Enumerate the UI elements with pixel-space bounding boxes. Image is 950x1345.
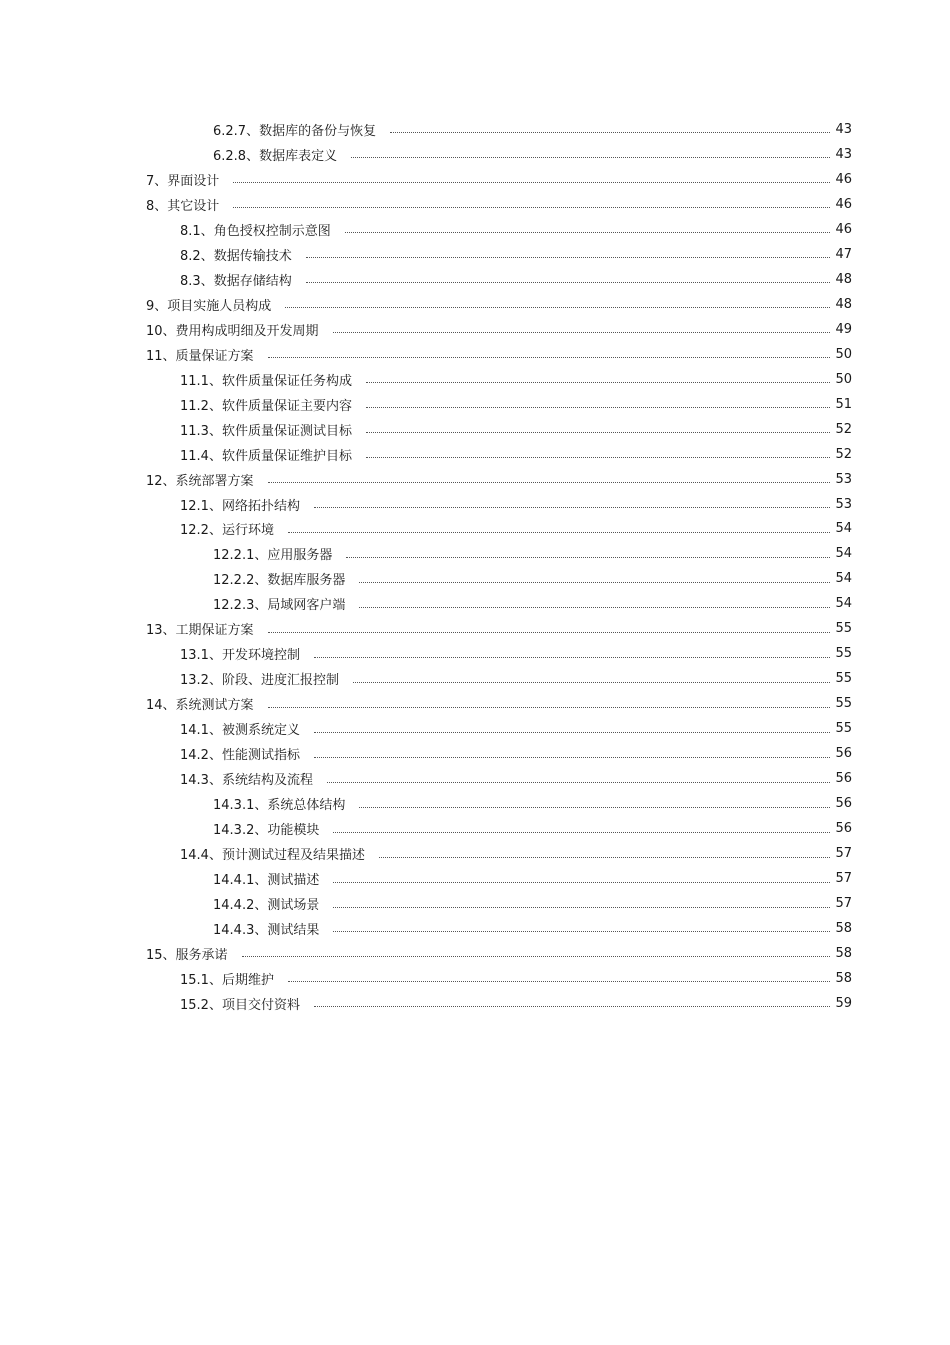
toc-dot-leader: [359, 794, 830, 808]
toc-entry-page-number: 52: [835, 421, 852, 437]
toc-entry-page-number: 50: [835, 346, 852, 362]
toc-entry-title: 性能测试指标: [221, 748, 300, 764]
toc-entry-number: 13.2、: [180, 673, 222, 689]
toc-entry-number: 14.4.1、: [213, 873, 268, 889]
toc-entry[interactable]: [0, 741, 950, 766]
toc-entry-title: 软件质量保证维护目标: [221, 448, 352, 464]
toc-entry-page-number: 58: [835, 920, 852, 936]
toc-entry[interactable]: [0, 292, 950, 317]
toc-dot-leader: [345, 219, 830, 233]
toc-entry[interactable]: [0, 641, 950, 666]
toc-entry-number: 8.2、: [180, 248, 214, 264]
toc-entry[interactable]: [0, 417, 950, 442]
toc-entry-number: 13、: [146, 623, 176, 639]
toc-entry[interactable]: [0, 317, 950, 342]
toc-entry-number: 15.1、: [180, 972, 222, 988]
toc-entry-page-number: 48: [835, 271, 852, 287]
toc-entry-number: 12.1、: [180, 498, 222, 514]
toc-entry-number: 14.4.3、: [213, 922, 268, 938]
toc-dot-leader: [379, 844, 830, 858]
toc-entry-number: 15.2、: [180, 997, 222, 1013]
toc-entry-number: 13.1、: [180, 648, 222, 664]
toc-entry-title: 服务承诺: [175, 947, 228, 963]
toc-entry-number: 11、: [146, 348, 176, 364]
toc-entry-page-number: 55: [835, 721, 852, 737]
toc-entry[interactable]: [0, 841, 950, 866]
toc-entry-title: 项目实施人员构成: [167, 298, 272, 314]
toc-entry[interactable]: [0, 242, 950, 267]
toc-entry[interactable]: [0, 142, 950, 167]
toc-entry-number: 6.2.7、: [213, 123, 260, 139]
toc-entry-number: 14.3.1、: [213, 798, 268, 814]
toc-entry[interactable]: [0, 267, 950, 292]
toc-entry[interactable]: [0, 566, 950, 591]
toc-entry-number: 8、: [146, 198, 168, 214]
toc-entry-title: 质量保证方案: [175, 348, 254, 364]
toc-entry-number: 12.2.1、: [213, 548, 268, 564]
toc-entry[interactable]: [0, 217, 950, 242]
toc-dot-leader: [306, 244, 830, 258]
toc-entry-number: 12.2、: [180, 523, 222, 539]
toc-dot-leader: [314, 644, 830, 658]
table-of-contents: [0, 117, 950, 1016]
toc-entry[interactable]: [0, 991, 950, 1016]
toc-entry-title: 测试结果: [267, 922, 320, 938]
toc-entry-number: 15、: [146, 947, 176, 963]
toc-entry[interactable]: [0, 666, 950, 691]
toc-entry-number: 14.1、: [180, 723, 222, 739]
toc-entry-page-number: 57: [835, 871, 852, 887]
toc-dot-leader: [366, 419, 830, 433]
toc-entry-title: 阶段、进度汇报控制: [221, 673, 339, 689]
toc-dot-leader: [268, 619, 830, 633]
toc-entry-number: 12、: [146, 473, 176, 489]
toc-dot-leader: [366, 369, 830, 383]
toc-entry-number: 14.2、: [180, 748, 222, 764]
toc-dot-leader: [242, 943, 830, 957]
toc-entry-page-number: 54: [835, 571, 852, 587]
toc-entry[interactable]: [0, 616, 950, 641]
toc-entry[interactable]: [0, 517, 950, 542]
toc-entry-title: 费用构成明细及开发周期: [175, 323, 319, 339]
toc-entry[interactable]: [0, 167, 950, 192]
toc-entry-number: 11.3、: [180, 423, 222, 439]
toc-entry-page-number: 55: [835, 646, 852, 662]
toc-entry-title: 系统结构及流程: [221, 773, 313, 789]
toc-entry-page-number: 56: [835, 771, 852, 787]
toc-dot-leader: [268, 344, 830, 358]
toc-entry[interactable]: [0, 691, 950, 716]
toc-entry-title: 系统测试方案: [175, 698, 254, 714]
toc-entry-page-number: 47: [835, 246, 852, 262]
toc-entry-title: 数据库表定义: [259, 148, 338, 164]
toc-dot-leader: [233, 169, 830, 183]
toc-entry-title: 应用服务器: [267, 548, 333, 564]
toc-dot-leader: [333, 869, 830, 883]
toc-entry[interactable]: [0, 492, 950, 517]
toc-dot-leader: [314, 744, 830, 758]
toc-dot-leader: [314, 494, 830, 508]
toc-dot-leader: [288, 968, 830, 982]
toc-entry-title: 功能模块: [267, 823, 320, 839]
toc-entry-page-number: 56: [835, 746, 852, 762]
toc-entry-number: 14.4、: [180, 848, 222, 864]
toc-entry-title: 软件质量保证测试目标: [221, 423, 352, 439]
toc-entry-title: 项目交付资料: [221, 997, 300, 1013]
toc-entry-number: 12.2.2、: [213, 573, 268, 589]
toc-dot-leader: [285, 294, 830, 308]
toc-entry-title: 角色授权控制示意图: [213, 223, 331, 239]
toc-entry[interactable]: [0, 117, 950, 142]
toc-entry[interactable]: [0, 367, 950, 392]
toc-dot-leader: [333, 918, 830, 932]
toc-entry-page-number: 43: [835, 146, 852, 162]
toc-entry-page-number: 54: [835, 546, 852, 562]
toc-entry-title: 测试描述: [267, 873, 320, 889]
toc-entry-page-number: 59: [835, 995, 852, 1011]
toc-dot-leader: [333, 819, 830, 833]
toc-entry-page-number: 58: [835, 945, 852, 961]
toc-entry-page-number: 55: [835, 621, 852, 637]
toc-entry-title: 软件质量保证任务构成: [221, 373, 352, 389]
toc-dot-leader: [359, 594, 830, 608]
toc-entry-page-number: 57: [835, 896, 852, 912]
toc-entry-title: 运行环境: [221, 523, 274, 539]
toc-entry[interactable]: [0, 916, 950, 941]
toc-entry-page-number: 51: [835, 396, 852, 412]
toc-entry[interactable]: [0, 866, 950, 891]
toc-entry-title: 网络拓扑结构: [221, 498, 300, 514]
toc-entry-number: 10、: [146, 323, 176, 339]
toc-entry[interactable]: [0, 192, 950, 217]
toc-entry[interactable]: [0, 816, 950, 841]
toc-entry-number: 12.2.3、: [213, 598, 268, 614]
toc-entry-number: 14.4.2、: [213, 898, 268, 914]
toc-entry[interactable]: [0, 791, 950, 816]
toc-entry-page-number: 54: [835, 596, 852, 612]
toc-entry-number: 11.2、: [180, 398, 222, 414]
toc-entry-number: 14.3.2、: [213, 823, 268, 839]
toc-entry-title: 被测系统定义: [221, 723, 300, 739]
toc-entry-number: 8.1、: [180, 223, 214, 239]
toc-dot-leader: [346, 544, 830, 558]
toc-dot-leader: [333, 319, 830, 333]
toc-entry-title: 预计测试过程及结果描述: [221, 848, 365, 864]
toc-entry[interactable]: [0, 591, 950, 616]
toc-dot-leader: [314, 719, 830, 733]
toc-entry-page-number: 43: [835, 121, 852, 137]
toc-entry-number: 8.3、: [180, 273, 214, 289]
toc-entry-title: 测试场景: [267, 898, 320, 914]
toc-entry[interactable]: [0, 716, 950, 741]
toc-entry-title: 系统部署方案: [175, 473, 254, 489]
toc-entry-title: 数据库服务器: [267, 573, 346, 589]
toc-entry-number: 11.4、: [180, 448, 222, 464]
toc-entry[interactable]: [0, 541, 950, 566]
toc-entry[interactable]: [0, 941, 950, 966]
toc-entry-page-number: 57: [835, 846, 852, 862]
toc-dot-leader: [314, 993, 830, 1007]
toc-dot-leader: [351, 144, 830, 158]
toc-entry-page-number: 58: [835, 970, 852, 986]
toc-dot-leader: [288, 519, 830, 533]
toc-entry-title: 数据传输技术: [213, 248, 292, 264]
toc-entry-title: 软件质量保证主要内容: [221, 398, 352, 414]
toc-dot-leader: [359, 569, 830, 583]
toc-entry-page-number: 46: [835, 196, 852, 212]
toc-entry-title: 其它设计: [167, 198, 220, 214]
toc-entry-title: 开发环境控制: [221, 648, 300, 664]
toc-dot-leader: [268, 469, 830, 483]
toc-dot-leader: [366, 394, 830, 408]
toc-entry-number: 11.1、: [180, 373, 222, 389]
toc-entry-page-number: 48: [835, 296, 852, 312]
toc-entry-title: 局域网客户端: [267, 598, 346, 614]
toc-dot-leader: [390, 119, 830, 133]
toc-entry[interactable]: [0, 966, 950, 991]
toc-entry-page-number: 53: [835, 496, 852, 512]
toc-entry-title: 后期维护: [221, 972, 274, 988]
toc-dot-leader: [268, 694, 830, 708]
toc-entry-page-number: 52: [835, 446, 852, 462]
toc-entry-number: 14、: [146, 698, 176, 714]
toc-entry[interactable]: [0, 392, 950, 417]
toc-entry-title: 界面设计: [167, 173, 220, 189]
toc-dot-leader: [327, 769, 830, 783]
toc-entry-title: 数据库的备份与恢复: [259, 123, 377, 139]
toc-dot-leader: [233, 194, 830, 208]
toc-entry-page-number: 56: [835, 821, 852, 837]
toc-entry[interactable]: [0, 467, 950, 492]
toc-entry-title: 系统总体结构: [267, 798, 346, 814]
toc-entry[interactable]: [0, 891, 950, 916]
toc-entry[interactable]: [0, 766, 950, 791]
toc-entry-title: 数据存储结构: [213, 273, 292, 289]
toc-entry[interactable]: [0, 342, 950, 367]
toc-entry-number: 9、: [146, 298, 168, 314]
toc-entry-page-number: 53: [835, 471, 852, 487]
toc-entry-page-number: 55: [835, 696, 852, 712]
toc-entry-page-number: 50: [835, 371, 852, 387]
toc-entry-page-number: 49: [835, 321, 852, 337]
toc-entry[interactable]: [0, 442, 950, 467]
toc-dot-leader: [333, 894, 830, 908]
toc-entry-number: 6.2.8、: [213, 148, 260, 164]
toc-entry-page-number: 54: [835, 521, 852, 537]
toc-entry-number: 7、: [146, 173, 168, 189]
toc-entry-page-number: 56: [835, 796, 852, 812]
toc-entry-page-number: 55: [835, 671, 852, 687]
toc-entry-page-number: 46: [835, 221, 852, 237]
toc-entry-title: 工期保证方案: [175, 623, 254, 639]
toc-entry-page-number: 46: [835, 171, 852, 187]
toc-dot-leader: [353, 669, 830, 683]
toc-dot-leader: [306, 269, 830, 283]
toc-dot-leader: [366, 444, 830, 458]
toc-entry-number: 14.3、: [180, 773, 222, 789]
